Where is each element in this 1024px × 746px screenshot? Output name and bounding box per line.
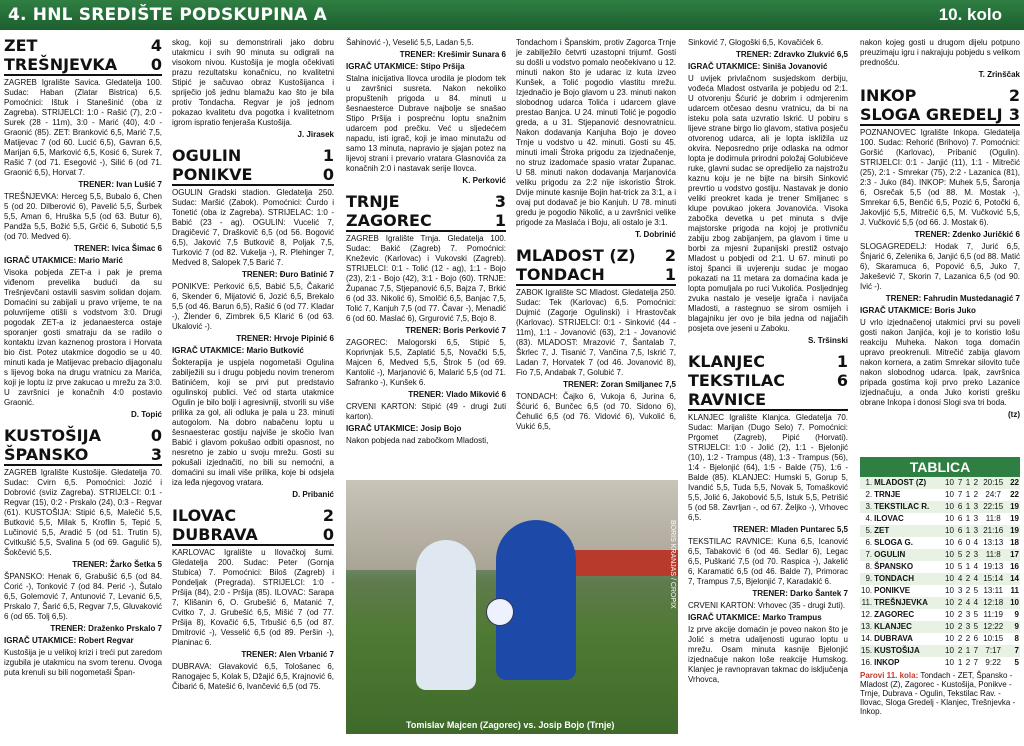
table-row (860, 573, 1020, 585)
author: J. Jirasek (297, 130, 334, 139)
table-cell: 17 (1010, 550, 1019, 559)
match-away-row: TEKSTILAC RAVNICE 6 (688, 371, 848, 409)
table-cell: 9 (1014, 622, 1019, 631)
table-cell: 2 (965, 550, 971, 559)
match-report: skog, koji su demonstrirali jako dobru utakmicu i svih 90 minuta su odigrali na visokom nivou. Kustošija je mogla očekivati prazu rezultatsku konačnicu, no kvalitetni Stipić je sačuvao obraz Kustošijanca i spriječio još jednu blamažu kao što je bila protiv Tondacha. Regvar je još jednom pokazao kvalitetu dva pogotka i kvalitetnom igrom ispratio fenjeraša Kustošija. (172, 38, 334, 127)
player-of-match: IGRAČ UTAKMICE: Robert Regvar (4, 636, 134, 645)
match-away-row: DUBRAVA 0 (172, 525, 334, 544)
table-cell: 10 (945, 598, 954, 607)
table-row (860, 633, 1020, 645)
player-of-match: IGRAČ UTAKMICE: Siniša Jovanović (688, 62, 828, 71)
coach-line: TRENER: Ivan Lušić 7 (78, 180, 162, 189)
table-cell: 10 (945, 658, 954, 667)
table-cell: 5 (957, 550, 963, 559)
table-row (860, 513, 1020, 525)
table-cell: 2 (965, 574, 971, 583)
table-cell: 3 (973, 526, 979, 535)
table-cell: 12:22 (983, 622, 1004, 631)
table-cell: 10 (945, 562, 954, 571)
author: D. Topić (131, 410, 162, 419)
table-row (860, 501, 1020, 513)
coach-line: TRENER: Boris Perković 7 (405, 326, 506, 335)
table-cell: 1 (965, 646, 971, 655)
match-home-row: INKOP 2 (860, 86, 1020, 105)
table-cell: 22:15 (983, 502, 1004, 511)
match-report: nakon kojeg gosti u drugom dijelu potpuno preuzimaju igru i nakrajuju pobjedu s velikom prednošću. (860, 38, 1020, 67)
coach-line: TRENER: Draženko Prskalo 7 (50, 624, 162, 633)
table-cell: 9. (865, 574, 873, 583)
table-cell: 0 (965, 538, 971, 547)
table-cell: 19:13 (983, 562, 1004, 571)
table-cell: 2 (965, 634, 971, 643)
table-cell: 2 (957, 646, 963, 655)
match-report: Iz prve akcije domaćin je poveo nakon što je Jolić s metra udaljenosti ugurao loptu u mrežu. Osam minuta kasnije Bjelonjić izjednačuje nakon loše reakcije Humskog. Klanjec je ravnopravan takmac do isključenja Vrhovca, (688, 625, 848, 684)
ball-icon (486, 598, 514, 626)
table-row (860, 657, 1020, 669)
table-cell: 10:15 (983, 634, 1004, 643)
table-cell: 1 (965, 526, 971, 535)
table-cell: 7 (973, 646, 979, 655)
match-details: ZAGREB Igralište Trnja. Gledatelja 100. Sudac: Bakić (Zagreb) 7. Pomoćnici: Kneževic (Karlovac) i Vukovski (Zagreb). STRIJELCI: 0:1 - Tolić (12 - ag), 1:1 - Bojo (23), 2:1 - Bojo (42), 3:1 - Bojo (60). TRNJE: Županac 7,5, Stjepanović 6,5, Bajza 7, Brkić 6 (od 33. Nikolić 6), Smolčić 6,5, Banjac 7,5, Tolić 7, Kanjuh 7,5 (od 77. Čavar -), Menadić 6 (od 60. Maslać 6), Grgurović 7,5, Bojo 8. (346, 234, 506, 323)
table-cell: 10 (945, 526, 954, 535)
table-cell: 6. (865, 538, 873, 547)
match-away-row: ZAGOREC 1 (346, 211, 506, 230)
match-lineup: TONDACH: Čajko 6, Vukoja 6, Jurina 6, Šćurić 6, Bunčec 6,5 (od 70. Sidono 6), Čehulić 6,5 (od 76. Vidović 6), Vukolić 6, Vukić 6,5, (516, 392, 676, 431)
table-cell: 11:8 (985, 550, 1001, 559)
table-cell: 2 (965, 586, 971, 595)
match-away-row: ŠPANSKO 3 (4, 445, 162, 464)
table-cell: 4 (973, 538, 979, 547)
match-details: ZABOK Igralište SC Mladost. Gledatelja 250. Sudac: Tek (Karlovac) 6,5. Pomoćnici: Dujmić (Zagorje Ogulinski) i Hrastovčak (Karlovac). STRIJELCI: 0:1 - Sinković (44 - 11m), 1:1 - Jovanović (63), 2:1 - Jovanović (83). MLADOST: Mrazović 7, Šantalab 7, Škrlec 7, J. Tisanić 7, Vančina 7,5, Iskrić 7, Ladan 7, Horvatek 7 (od 46. Jovanović 8), Fio 7,5, Andabak 7, Golubić 7. (516, 288, 676, 377)
round-label: 10. kolo (938, 5, 1002, 24)
match-details: POZNANOVEC Igralište Inkopa. Gledatelja 100. Sudac: Rehorić (Brihovo) 7. Pomoćnici: Goršić (Karlovac), Pribanić (Ogulin). STRIJELCI: 0:1 - Janjić (11), 1:1 - Mitrečić (25), 2:1 - Smrekar (75), 2:2 - Lazanica (81), 2:3 - Juko (84). INKOP: Muhek 5,5, Šaronja 6, Osrečak 5,5 (od 88. M. Mostak -), Smrekar 6,5, Benčić 6,5, Pozić 6, Potočki 6, Jakovljić 5,5, Mitrečić 6,5, M. Vučković 5,5, J. Vučković 5,5 (od 66. J. Mostak 6). (860, 128, 1020, 227)
table-cell: 3. (865, 502, 873, 511)
table-cell: TRNJE (874, 490, 901, 499)
match-details: KARLOVAC Igralište u Ilovačkoj šumi. Gledatelja 200. Sudac: Peter (Gornja Stubica) 7. Pomoćnici: Biloš (Zagreb) i Pondeljak (Pregrada). STRIJELCI: 1:0 - Pršija (84), 2:0 - Pršija (85). ILOVAC: Sarapa 7, Klišanin 6, O. Grubešić 6, Matanić 7, Cvitko 7, J. Grubešić 6,5, Mišić 7 (od 77. Pršija 8), Kovačić 6,5, Trbušić 6,5 (od 87. Dmitrović -), Vesselić 6,5 (od 89. Peršin -), Planinac 6. (172, 548, 334, 647)
author: D. Pribanić (292, 490, 334, 499)
table-row (860, 477, 1020, 489)
table-cell: 10 (945, 622, 954, 631)
author: (tz) (1008, 410, 1020, 419)
match-lineup: SLOGAGREDELJ: Hodak 7, Jurić 6,5, Šnjarić 6, Zelenika 6, Janjić 6,5 (od 88. Matić 6), Skaramuca 6, Popović 6,5, Juko 7, Jakešević 7, Skorin 7, Lazanica 6,5 (od 90. Ivić -). (860, 242, 1020, 291)
match-home-row: ILOVAC 2 (172, 506, 334, 525)
table-cell: 1 (965, 490, 971, 499)
player-of-match: IGRAČ UTAKMICE: Mario Butković (172, 346, 304, 355)
match-lineup: TREŠNJEVKA: Herceg 5,5, Bubalo 6, Chen 5 (od 20. Dilberović 6), Pavelić 5,5, Šurbek 5,5, Aman 6, Hruška 5,5 (od 63. Butur 6), Pandža 5,5, Božić 5,5, Grčić 6, Subotić 5,5 (od 70. Medved 6). (4, 192, 162, 241)
table-cell: 6 (957, 526, 963, 535)
table-cell: 2 (957, 598, 963, 607)
table-cell: 8 (1014, 634, 1019, 643)
match-home-row: OGULIN 1 (172, 146, 334, 165)
match-home-row: ZET 4 (4, 36, 162, 55)
table-cell: 10 (945, 574, 954, 583)
coach-line: TRENER: Krešimir Sunara 6 (399, 50, 506, 59)
table-cell: 5 (973, 586, 979, 595)
table-row (860, 525, 1020, 537)
column-6 (860, 36, 1020, 426)
match-lineup: TEKSTILAC RAVNICE: Kuna 6,5, Icanović 6,5, Tabaković 6 (od 46. Sedlar 6), Legac 6,5, Puškarić 7,5 (od 70. Raspica -), Jakelić 6, Karamatić 6,5 (od 46. Balde 7), Primorac 7, Trampus 7,5, Bjelonjić 7, Karadakić 6. (688, 537, 848, 586)
table-cell: 7 (957, 490, 963, 499)
coach-line: TRENER: Žarko Šetka 5 (72, 560, 162, 569)
table-cell: 10 (945, 514, 954, 523)
coach-line: TRENER: Đuro Batinić 7 (241, 270, 334, 279)
coach-line: TRENER: Zdenko Juričkić 6 (914, 230, 1020, 239)
table-cell: 19 (1010, 502, 1019, 511)
match-lineup: PONIKVE: Perković 6,5, Babić 5,5, Čakarić 6, Skender 6, Mijatović 6, Jozić 6,5, Brekalo 5,5 (od 46. Barun 6,5), Rašić 6 (od 77. Kladar -), Žlender 6, Zimbrek 6,5 Klarić 6 (od 63. Ukalović -). (172, 282, 334, 331)
page-title: 4. HNL SREDIŠTE PODSKUPINA A (8, 5, 327, 25)
player-of-match: IGRAČ UTAKMICE: Boris Juko (860, 306, 976, 315)
match-away-row: PONIKVE 0 (172, 165, 334, 184)
match-report: Visoka pobjeda ZET-a i pak je prema viđenom prevelika budući da su Trešnjevčani ostavili sasvim solidan dojam. Domaćini su zabijali u pravo vrijeme, te na poluvrijeme otišli s vodstvom 3:0. Drugi pogodak ZET-a iz jedanaesterca ostaje sporanjer gosti smatraju da se radilo o kontaktu izvan kaznenog prostora i Horvata bio čist. Potez utakmice dogodio se u 40. minuti kada je Matijevac prebacio dijagonalu s lijevog boka na drugu vratnicu za Marića, koji je loptu iz prve zakucao u mrežu za 3:0. U završnici je konačnih 4:0 postavio Graonić. (4, 268, 162, 407)
table-cell: OGULIN (874, 550, 906, 559)
table-cell: PONIKVE (874, 586, 911, 595)
coach-line: TRENER: Vlado Miković 6 (408, 390, 506, 399)
table-cell: 16 (1010, 562, 1019, 571)
table-cell: 6 (957, 502, 963, 511)
match-details: OGULIN Gradski stadion. Gledatelja 250. Sudac: Maršić (Zabok). Pomoćnici: Ćurdo i Tonetić (oba iz Zagreba). STRIJELAC: 1:0 - Babić (23 - ag). OGULIN: Vucelić 7, Dragičević 7, Draškovič 6,5 (od 56. Bogović 6,5), Jaković 7,5 Butkovič 8, Poljak 7,5, Turković 7 (od 82. Vukelja -), R. Plehinger 7, Medved 8, Salopek 7,5 Barić 7. (172, 188, 334, 267)
column-2 (172, 36, 334, 694)
match-lineup: DUBRAVA: Glavaković 6,5, Tološanec 6, Ranogajec 5, Kolak 5, Džajić 6,5, Krajnović 6, Čibarić 6, Matešić 6, Ivančević 6,5 (od 75. (172, 662, 334, 691)
table-cell: 14 (1010, 574, 1019, 583)
coach-line: TRENER: Zdravko Zlukvić 6,5 (735, 50, 848, 59)
table-cell: 10 (945, 550, 954, 559)
match-home-row: TRNJE 3 (346, 192, 506, 211)
table-cell: 16. (861, 658, 873, 667)
table-cell: 15. (861, 646, 873, 655)
table-cell: TREŠNJEVKA (874, 598, 928, 607)
table-cell: 10 (945, 538, 954, 547)
table-cell: 6 (957, 514, 963, 523)
table-cell: 1. (865, 478, 873, 487)
table-cell: 3 (973, 514, 979, 523)
match-report: U uvijek privlačnom susjedskom derbiju, vođeća Mladost ostvarila je pobjedu od 2:1. U otvorenju Šćurić je dobrim i odmjerenim udarcem otčesao desnu vratnicu, da bi na isteku pola sata uzvratio Iskrić. U pobiru s lijeve strane birgo lio glavom, stativa posječu otvorenog udarca, ali je lopta iskližila uz okvira. Neposredno prije odlaska na odmor lopta je dodirnula prirodni položaj Golubićeve ruke, glavni sudac se opredijelio za najstrožu kaznu koju je ne bijte na birsih Sinković prevrtio u vodstvo gostiju. Nastavak je donio veliki preokret kada je trener Smiljanec s klupe povukao jokera Jovanovića. Visoka zabočka devetka u pet minuta s dvije majstorske prigoda na kojoj je protivniču zabiju zbog zabijanjem, pa glavom i time u borbi za mjesni županijski prestiž ostvajo Mladost u pobjedi od 2:1. U 67. minuti po istoj španci ili uvjerenju sudac je mogao pokazati na 11 metara za domaćina kada je lopta pomuljala po ruci Vukolića. Posljednjeg zvuka nastalo je veselje igrača i navijača Mladosti, a rastegnuo se sirom osmijeh i blagajniku jer ovo je bila jedna od najjačih posjeta ove jeseni u Zaboku. (688, 74, 848, 333)
table-cell: INKOP (874, 658, 900, 667)
table-cell: 13:13 (983, 538, 1004, 547)
table-cell: 4 (957, 574, 963, 583)
match-report: U vrlo izjednačenoj utakmici prvi su poveli gosti nakon Janjića, koji je to koristio lošu reakciju Muheka. Nakon toga domaćin upravo preokrenuli. Mitrečić zabija glavom nakon kornera, a zatim Smrekar silovito tuče nakon slobodnog udarca. Ipak, završnica pripada gostima koji prvo preko Lazanice izjednačuju, a onda Juko koristi grešku obrane Inkopa i donosi Slogi sva tri boda. (860, 318, 1020, 407)
table-cell: 2 (957, 634, 963, 643)
table-cell: 3 (957, 586, 963, 595)
table-cell: ZET (874, 526, 890, 535)
table-cell: 6 (957, 538, 963, 547)
table-cell: 8. (865, 562, 873, 571)
table-cell: 10 (945, 610, 954, 619)
table-cell: 22 (1010, 490, 1019, 499)
table-cell: 10 (945, 478, 954, 487)
table-cell: 19 (1010, 514, 1019, 523)
table-cell: 3 (965, 622, 971, 631)
standings-table (860, 457, 1020, 716)
table-cell: 3 (973, 550, 979, 559)
table-cell: 5. (865, 526, 873, 535)
table-row (860, 621, 1020, 633)
player-white-kit (416, 540, 476, 690)
match-home-row: MLADOST (Z) 2 (516, 246, 676, 265)
player-of-match: IGRAČ UTAKMICE: Mario Marić (4, 256, 123, 265)
match-away-row: SLOGA GREDELJ 3 (860, 105, 1020, 124)
table-cell: TONDACH (874, 574, 914, 583)
table-cell: 10 (945, 586, 954, 595)
player-of-match: IGRAČ UTAKMICE: Josip Bojo (346, 424, 462, 433)
table-cell: ŠPANSKO (874, 562, 914, 571)
coach-line: TRENER: Darko Šantek 7 (752, 589, 848, 598)
table-cell: 7 (1014, 646, 1019, 655)
column-3 (346, 36, 506, 448)
table-cell: KLANJEC (874, 622, 912, 631)
table-cell: 10 (945, 502, 954, 511)
table-cell: 10 (945, 634, 954, 643)
table-cell: MLADOST (Z) (874, 478, 927, 487)
pairs-label: Parovi 11. kola: (860, 671, 919, 680)
column-5 (688, 36, 848, 687)
table-cell: 1 (965, 478, 971, 487)
table-cell: 5 (957, 562, 963, 571)
table-cell: 2 (973, 478, 979, 487)
table-cell: 2. (865, 490, 873, 499)
table-cell: 20:15 (983, 478, 1004, 487)
table-cell: 5 (1014, 658, 1019, 667)
table-cell: 2 (957, 622, 963, 631)
author: T. Zrinščak (978, 70, 1020, 79)
table-cell: 7 (957, 478, 963, 487)
table-row (860, 609, 1020, 621)
standings-grid (860, 477, 1020, 669)
coach-line: TRENER: Zoran Smiljanec 7,5 (563, 380, 676, 389)
table-cell: 12. (861, 610, 873, 619)
match-photo (346, 480, 678, 734)
match-lineup: Šahinović -), Veselić 5,5, Ladan 5,5. (346, 38, 474, 47)
column-4 (516, 36, 676, 434)
table-cell: 2 (957, 610, 963, 619)
author: K. Perković (462, 176, 506, 185)
coach-line: TRENER: Alen Vrbanić 7 (241, 650, 334, 659)
author: S. Tršinski (807, 336, 848, 345)
coach-line: TRENER: Mladen Puntarec 5,5 (732, 525, 848, 534)
match-lineup: Sinković 7, Glogoški 6,5, Kovačićek 6. (688, 38, 824, 47)
table-cell: 9 (1014, 610, 1019, 619)
table-cell: 2 (965, 658, 971, 667)
table-cell: 10. (861, 586, 873, 595)
table-cell: 4 (973, 574, 979, 583)
table-cell: 11 (1010, 586, 1019, 595)
table-cell: 6 (973, 634, 979, 643)
match-report: Kustošija je u velikoj krizi i treći put zaredom izgubila je utakmicu na svom terenu. Ovoga puta krenuli su bili nogometaši Špan- (4, 648, 162, 677)
next-round-pairs (860, 671, 1020, 716)
table-cell: 22 (1010, 478, 1019, 487)
photo-caption: Tomislav Majcen (Zagorec) vs. Josip Bojo (Trnje) (406, 720, 615, 730)
coach-line: TRENER: Ivica Šimac 6 (73, 244, 162, 253)
photo-credit: BORIS KRANJAS / CROPIX (669, 520, 676, 609)
player-of-match: IGRAČ UTAKMICE: Marko Trampus (688, 613, 822, 622)
table-cell: 1 (957, 658, 963, 667)
match-report: Nakon pobjeda nad zabočkom Mladosti, (346, 436, 489, 445)
table-row (860, 537, 1020, 549)
table-cell: SLOGA G. (874, 538, 913, 547)
table-cell: 10 (945, 490, 954, 499)
match-report: Šokterapija je uspjela nogometaši Ogulina zabilježili su i drugu pobjedu novim trenerom Batinićem, koji se prvi put predstavio ogulinskoj publici. Već od starta utakmice Ogulin je bilo bolji i agresivniji, stvorili su više prilika za gol, ali odluka je pala u 23. minuti autogolom. Na dobro nabačenu loptu u šesnaesterac gostiju najviše je skočio Ivan Babić i glavom pokušao odbiti opasnost, no nesretno je zabio u svoju mrežu. Gosti su pokušali izjednačiti, no bili su nemoćni, a domaćini su imali više prilika, koje bi odsjela iza leđa njegovog vratara. (172, 358, 334, 487)
match-home-row: KLANJEC 1 (688, 352, 848, 371)
table-row (860, 597, 1020, 609)
table-cell: 19 (1010, 526, 1019, 535)
match-details: ZAGREB Igralište Savica. Gledatelja 100. Sudac: Haban (Zlatar Bistrica) 6,5. Pomoćnici: Ištuk i Stanešinić (oba iz Zagreba). STRIJELCI: 1:0 - Rašić (7), 2:0 - Surek (28 - 11m), 3:0 - Marić (40), 4:0 - Graonić (85). ZET: Branković 6,5, Marić 7,5, Matijevac 7 (od 60. Lucić 6,5), Gavran 6,5, Marijan 6,5, Marković 6,5, Kosić 6, Surek 7, Rašić 7 (od 71. Esegović -), Silić 6 (od 71. Graonić 6,5), Horvat 7. (4, 78, 162, 177)
table-cell: ZAGOREC (874, 610, 915, 619)
table-row (860, 549, 1020, 561)
table-cell: 12:18 (983, 598, 1004, 607)
table-cell: 18 (1010, 538, 1019, 547)
table-cell: 11. (861, 598, 873, 607)
table-cell: TEKSTILAC R. (874, 502, 930, 511)
table-cell: 11:19 (983, 610, 1003, 619)
match-away-row: TONDACH 1 (516, 265, 676, 284)
column-1 (4, 36, 162, 680)
table-cell: 11:8 (985, 514, 1001, 523)
table-cell: 1 (965, 562, 971, 571)
table-cell: 3 (973, 502, 979, 511)
match-lineup: ŠPANSKO: Henak 6, Grabušić 6,5 (od 84. Ćorić -), Tonković 7 (od 84. Perić -), Šutalo 6,5, Golemović 7, Antunović 7, Levanić 6,5, Prskalo 7, Šarić 6,5, Regvar 7,5, Gluvaković 6 (od 65. Tolj 6,5). (4, 572, 162, 621)
table-cell: 7 (973, 658, 979, 667)
table-cell: 5 (973, 610, 979, 619)
table-cell: 7. (865, 550, 873, 559)
match-away-row: TREŠNJEVKA 0 (4, 55, 162, 74)
coach-line: TRENER: Fahrudin Mustedanagić 7 (885, 294, 1020, 303)
player-of-match: IGRAČ UTAKMICE: Stipo Pršija (346, 62, 465, 71)
pairs-text: Tondach - ZET, Špansko - Mladost (Z), Zagorec - Kustošija, Ponikve - Trnje, Dubrava - Ogulin, Tekstilac Rav. - Ilovac, Sloga Gredelj - Klanjec, Trešnjevka - Inkop. (860, 671, 1016, 716)
table-cell: KUSTOŠIJA (874, 646, 920, 655)
table-cell: ILOVAC (874, 514, 904, 523)
table-cell: 4 (973, 598, 979, 607)
coach-line: TRENER: Hrvoje Pipinić 6 (236, 334, 334, 343)
match-report: Tondachom i Španskim, protiv Zagorca Trnje je zabilježilo četvrti uzastopni trijumf. Gosti su došli u vodstvo pomalo neočekivano u 12. minuti nakon što je udarac iz kuta izveo Kunšek, a Tolić pogodio vlastitu mrežu. Izjednačio je Bojo glavom u 23. minuti nakon slobodnog udarca Tolića i udarcem glave prestao Banjca. U 24. minuti Tolić je pogodio greda, a u 31. Stjepanović desnovratnicu. Nakon dodavanja Kanjuha Bojo je doveo Trnje u vodstvo u 42. minuti. Gosti su 45. minuti imali Štroka prigodu za izjednačenje, no struz izadomaće spasio vratar Županac. U 58. minuti nakon dodavanja Marjanovića veliku prigodu za 2:2 nije iskoristio Štrok. Dvije minute kasnije Bojin hat-trick za 3:1, a i ovaj put dodavač je bio Kanjuh. U 78. minuti gredu je pogodio Nikolić, a u završnici velike prigode za Maslaća i Boju, ali ostalo je 3:1. (516, 38, 676, 227)
table-cell: 7:17 (985, 646, 1001, 655)
table-cell: 4. (865, 514, 873, 523)
table-cell: 4 (973, 562, 979, 571)
author: T. Dobrinić (635, 230, 676, 239)
table-cell: 21:16 (983, 526, 1004, 535)
table-row (860, 585, 1020, 597)
match-lineup: ZAGOREC: Malogorski 6,5, Stipić 5, Koprivnjak 5,5, Zaplatić 5,5, Novački 5,5, Majcen 6, Medved 5,5, Štrok 5 (od 69. Kantolić -), Marjanović 6, Malarić 5,5 (od 71. Safranko -), Kunšek 6. (346, 338, 506, 387)
section-header (0, 0, 1024, 30)
table-cell: 9:22 (985, 658, 1001, 667)
table-cell: 4 (965, 598, 971, 607)
table-cell: 1 (965, 502, 971, 511)
table-cell: 24:7 (985, 490, 1001, 499)
table-cell: 5 (973, 622, 979, 631)
red-card: CRVENI KARTON: Stipić (49 - drugi žuti karton). (346, 402, 506, 421)
match-home-row: KUSTOŠIJA 0 (4, 426, 162, 445)
table-cell: 13:11 (983, 586, 1003, 595)
table-row (860, 645, 1020, 657)
match-details: KLANJEC Igralište Klanjca. Gledatelja 70. Sudac: Marijan (Dugo Selo) 7. Pomoćnici: Prgomet (Zagreb), Pipić (Horvati). STRIJELCI: 1:0 - Jolić (2), 1:1 - Bjelonjić (10), 1:2 - Trampus (48), 1:3 - Trampus (56), 1:4 - Bjelonjić (64), 1:5 - Balde (75), 1:6 - Balde (85). KLANJEC: Humski 5, Gorup 5, Ivandić 5,5, Tuda 5,5, Novak 5, Tomašković 5,5, Jolić 6, Jakobović 5,5, Istuk 5,5, Petrišić 5 (od 58. Zavrljan -, od 67. Željko -), Vrhovec 6,5. (688, 413, 848, 522)
table-cell: 14. (861, 634, 873, 643)
table-cell: 3 (965, 610, 971, 619)
table-cell: 10 (1010, 598, 1019, 607)
table-cell: 13. (861, 622, 873, 631)
table-title: TABLICA (860, 457, 1020, 477)
table-cell: DUBRAVA (874, 634, 913, 643)
red-card: CRVENI KARTON: Vrhovec (35 - drugi žuti). (688, 601, 846, 610)
match-details: ZAGREB Igralište Kustošije. Gledatelja 70. Sudac: Cvirn 6,5. Pomoćnici: Jozić i Dobrović (sviiz Zagreba). STRIJELCI: 0:1 - Regvar (15), 0:2 - Prskalo (24), 0:3 - Regvar (61). KUSTOŠIJA: Stipić 6,5, Malečić 5,5, Butković 5,5, Milak 5, Kroflin 5, Tepić 5, Lučinović 5,5, Aradić 5 (od 51. Trutin 5), Cvitkušić 5,5, Svalina 5 (od 69. Gagulić 5), Šokčević 5,5. (4, 468, 162, 557)
table-cell: 10 (945, 646, 954, 655)
table-cell: 1 (965, 514, 971, 523)
match-report: Stalna inicijativa Ilovca urodila je plodom tek u završnici susreta. Nakon nekoliko propuštenih prigoda u 84. minuti u šesnaesterce Dubrave najbolje se snašao Stipo Pršija i posprećnu loptu snažnim udarcem pod prečku. Već u sljedećem napadu, isti igrač, koji je imao minutažu od samo 13 minuta, napravio je sjajan potez na lijevoj strani i prevario vratara Glasnovića za konačnih 2:0 i nastavak serije Ilovca. (346, 74, 506, 173)
table-cell: 15:14 (983, 574, 1004, 583)
table-cell: 2 (973, 490, 979, 499)
table-row (860, 489, 1020, 501)
table-row (860, 561, 1020, 573)
